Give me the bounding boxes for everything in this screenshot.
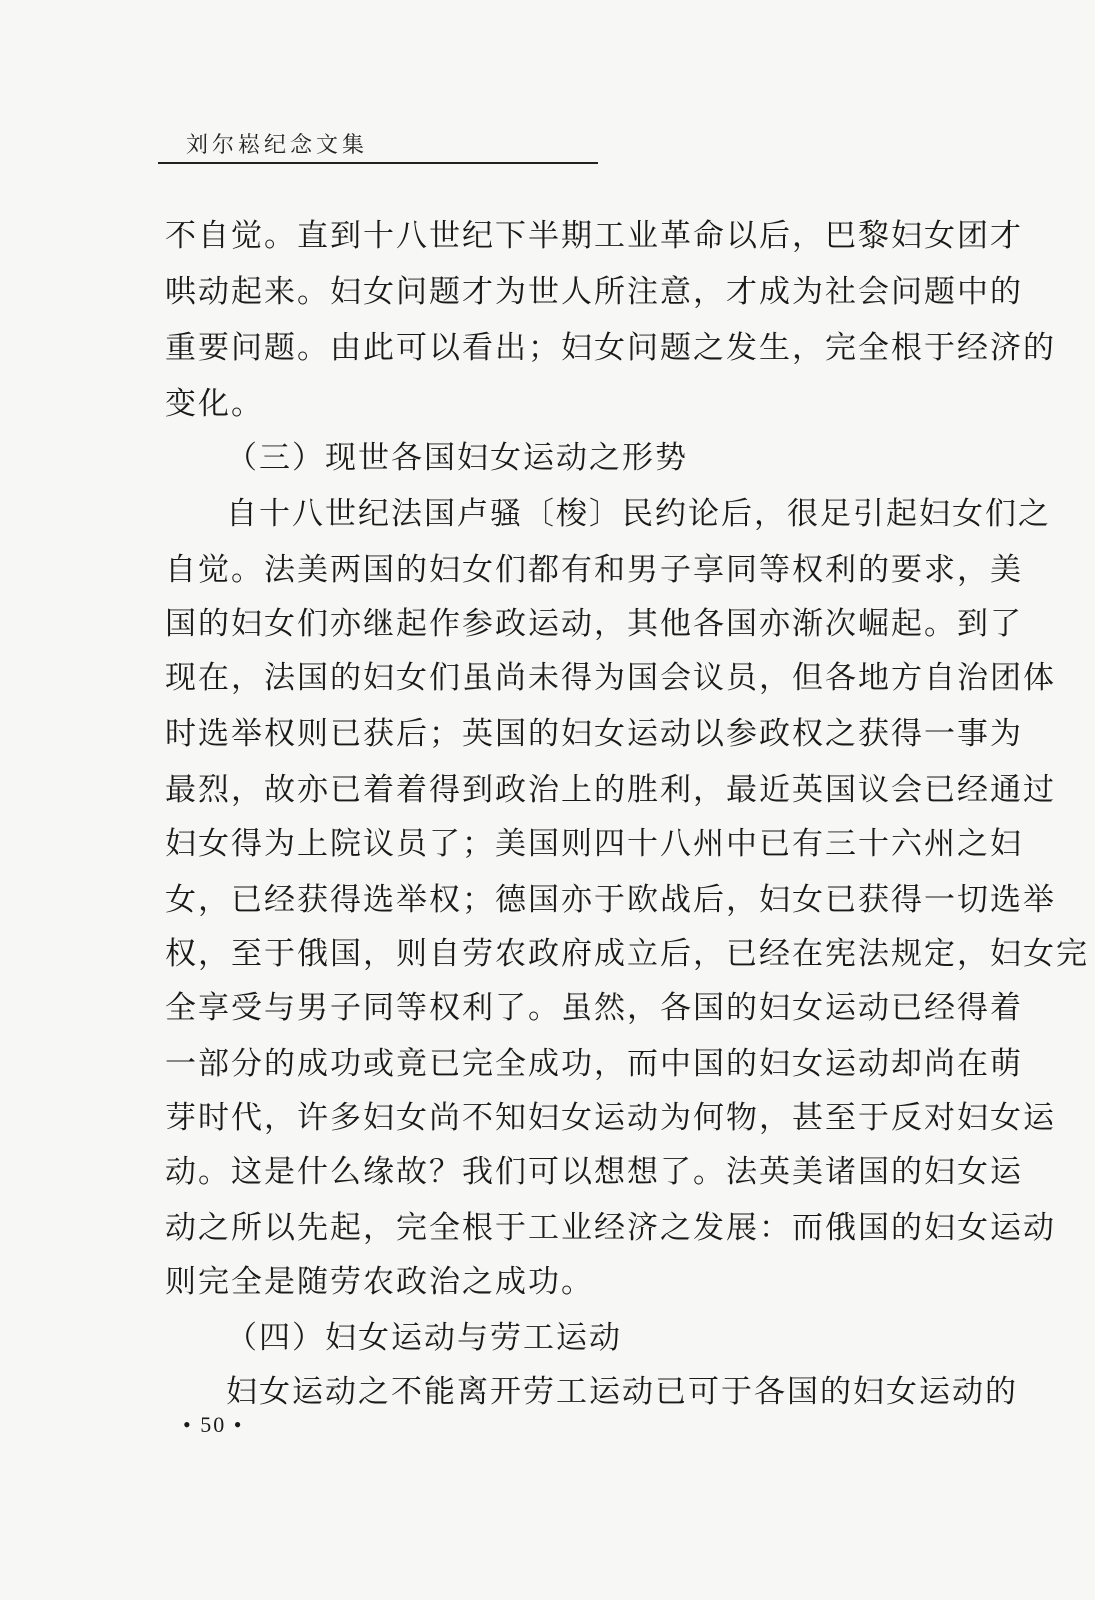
body-text-line: 国的妇女们亦继起作参政运动，其他各国亦渐次崛起。到了 (165, 606, 1023, 642)
body-text-line: 哄动起来。妇女问题才为世人所注意，才成为社会问题中的 (165, 274, 1023, 310)
running-header-book-title: 刘尔崧纪念文集 (186, 133, 369, 158)
section-heading-4: （四）妇女运动与劳工运动 (226, 1320, 622, 1356)
body-text-line: 不自觉。直到十八世纪下半期工业革命以后，巴黎妇女团才 (165, 218, 1023, 254)
header-rule (158, 162, 598, 164)
body-text-line: 则完全是随劳农政治之成功。 (165, 1264, 594, 1300)
body-text-line: 一部分的成功或竟已完全成功，而中国的妇女运动却尚在萌 (165, 1046, 1023, 1082)
body-text-line: 动之所以先起，完全根于工业经济之发展：而俄国的妇女运动 (165, 1210, 1056, 1246)
body-text-line: 最烈，故亦已着着得到政治上的胜利，最近英国议会已经通过 (165, 772, 1056, 808)
section-heading-3: （三）现世各国妇女运动之形势 (226, 440, 688, 476)
body-text-line: 动。这是什么缘故？我们可以想想了。法英美诸国的妇女运 (165, 1154, 1023, 1190)
body-text-line: 自觉。法美两国的妇女们都有和男子享同等权利的要求，美 (165, 552, 1023, 588)
body-text-line: 权，至于俄国，则自劳农政府成立后，已经在宪法规定，妇女完 (165, 936, 1089, 972)
body-text-line: 芽时代，许多妇女尚不知妇女运动为何物，甚至于反对妇女运 (165, 1100, 1056, 1136)
body-text-line: 变化。 (165, 386, 264, 422)
body-text-line: 妇女得为上院议员了；美国则四十八州中已有三十六州之妇 (165, 826, 1023, 862)
page-number: • 50 • (183, 1412, 244, 1437)
body-text-line: 自十八世纪法国卢骚〔梭〕民约论后，很足引起妇女们之 (226, 496, 1051, 532)
body-text-line: 重要问题。由此可以看出；妇女问题之发生，完全根于经济的 (165, 330, 1056, 366)
body-text-line: 现在，法国的妇女们虽尚未得为国会议员，但各地方自治团体 (165, 660, 1056, 696)
body-text-line: 全享受与男子同等权利了。虽然，各国的妇女运动已经得着 (165, 990, 1023, 1026)
body-text-line: 时选举权则已获后；英国的妇女运动以参政权之获得一事为 (165, 716, 1023, 752)
body-text-line: 妇女运动之不能离开劳工运动已可于各国的妇女运动的 (226, 1374, 1018, 1410)
body-text-line: 女，已经获得选举权；德国亦于欧战后，妇女已获得一切选举 (165, 882, 1056, 918)
